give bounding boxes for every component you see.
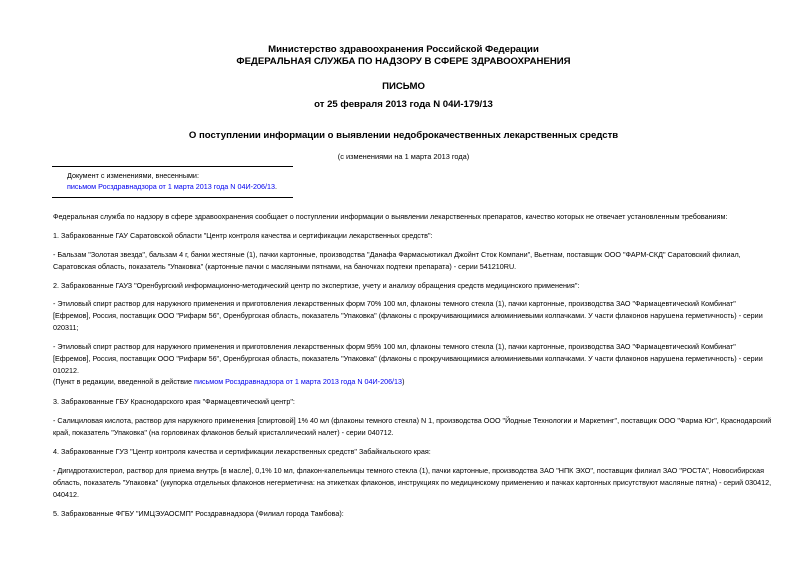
section-1-item-line: Саратовская область, показатель "Упаковка" (картонные пачки с масляными пятнами, на баночках подтеки препарата) - серии 541210RU. — [53, 262, 517, 271]
edit-note-suffix: ) — [402, 377, 405, 386]
section-3-item-line: - Салициловая кислота, раствор для наружного применения [спиртовой] 1% 40 мл (флаконы темного стекла) N 1, производства ООО "Йодные Технологии и Маркетинг", поставщик ООО "Фарма Юг", Краснодарский — [53, 416, 772, 425]
document-type: ПИСЬМО — [382, 81, 425, 92]
section-4-title: 4. Забракованные ГУЗ "Центр контроля качества и сертификации лекарственных средств" Забайкальского края: — [53, 447, 431, 456]
document-date-number: от 25 февраля 2013 года N 04И-179/13 — [314, 99, 493, 110]
section-2a-item-line: - Этиловый спирт раствор для наружного применения и приготовления лекарственных форм 70% 100 мл, флаконы темного стекла (1), пачки картонные, производства ЗАО "Фармацевтический Комбинат" — [53, 299, 736, 308]
edit-note-prefix: (Пункт в редакции, введенной в действие — [53, 377, 195, 386]
section-4-item-line: 040412. — [53, 490, 79, 499]
ministry-name: Министерство здравоохранения Российской Федерации — [268, 44, 539, 55]
section-2-edit-note — [53, 377, 807, 387]
note-top-divider — [52, 166, 293, 167]
section-1-item-line: - Бальзам "Золотая звезда", бальзам 4 г, банки жестяные (1), пачки картонные, производства "Данафа Фармасьютикал Джойнт Сток Компани", Вьетнам, поставщик ООО "ФАРМ-СКД" Саратовский филиал, — [53, 250, 741, 259]
section-2b-item-line: 010212. — [53, 366, 79, 375]
section-4-item-line: область, показатель "Упаковка" (укупорка отдельных флаконов негерметична: на этикетках флаконов, инструкциях по медицинскому применению и пачках картонных присутствуют масляные пятна) - серий 030412, — [53, 478, 772, 487]
link-suffix: . — [275, 182, 278, 191]
changes-note-link-line — [67, 182, 277, 192]
section-4-item-line: - Дигидротахистерол, раствор для приема внутрь [в масле], 0,1% 10 мл, флакон-капельницы темного стекла (1), пачки картонные, производства ЗАО "НПК ЭХО", поставщик филиал ЗАО "РОСТА", Новосибирская — [53, 466, 765, 475]
section-2-title: 2. Забракованные ГАУЗ "Оренбургский информационно-методический центр по экспертизе, учету и анализу обращения средств медицинского применения": — [53, 281, 580, 290]
changes-note-text: Документ с изменениями, внесенными: — [67, 171, 199, 180]
document-title: О поступлении информации о выявлении недоброкачественных лекарственных средств — [188, 130, 619, 141]
edit-note-link[interactable]: письмом Росздравнадзора от 1 марта 2013 года N 04И-206/13 — [194, 377, 403, 386]
section-5-title: 5. Забракованные ФГБУ "ИМЦЭУАОСМП" Росздравнадзора (Филиал города Тамбова): — [53, 509, 344, 518]
section-2a-item-line: 020311; — [53, 323, 79, 332]
section-2a-item-line: [Ефремов], Россия, поставщик ООО "Рифарм 56", Оренбургская область, показатель "Упаковка" (флаконы с прокручивающимися алюминиевыми колпачками. У части флаконов нарушена герметичность) - серии — [53, 311, 763, 320]
amendment-letter-link[interactable]: письмом Росздравнадзора от 1 марта 2013 года N 04И-206/13 — [67, 182, 276, 191]
section-3-item-line: край, показатель "Упаковка" (на горловинах флаконов белый кристаллический налет) - серии 040712. — [53, 428, 394, 437]
section-1-title: 1. Забракованные ГАУ Саратовской области "Центр контроля качества и сертификации лекарственных средств": — [53, 231, 433, 240]
section-2b-item-line: - Этиловый спирт раствор для наружного применения и приготовления лекарственных форм 95% 100 мл, флаконы темного стекла (1), пачки картонные, производства ЗАО "Фармацевтический Комбинат" — [53, 342, 736, 351]
section-2b-item-line: [Ефремов], Россия, поставщик ООО "Рифарм 56", Оренбургская область, показатель "Упаковка" (флаконы с прокручивающимися алюминиевыми колпачками. У части флаконов нарушена герметичность) - серии — [53, 354, 763, 363]
section-3-title: 3. Забракованные ГБУ Краснодарского края "Фармацевтический центр": — [53, 397, 295, 406]
intro-paragraph: Федеральная служба по надзору в сфере здравоохранения сообщает о поступлении информации о выявлении лекарственных препаратов, качество которых не отвечает установленным требованиям: — [53, 212, 728, 221]
amendments-note: (с изменениями на 1 марта 2013 года) — [337, 152, 470, 161]
note-bottom-divider — [52, 197, 293, 198]
service-name: ФЕДЕРАЛЬНАЯ СЛУЖБА ПО НАДЗОРУ В СФЕРЕ ЗДРАВООХРАНЕНИЯ — [236, 56, 571, 67]
